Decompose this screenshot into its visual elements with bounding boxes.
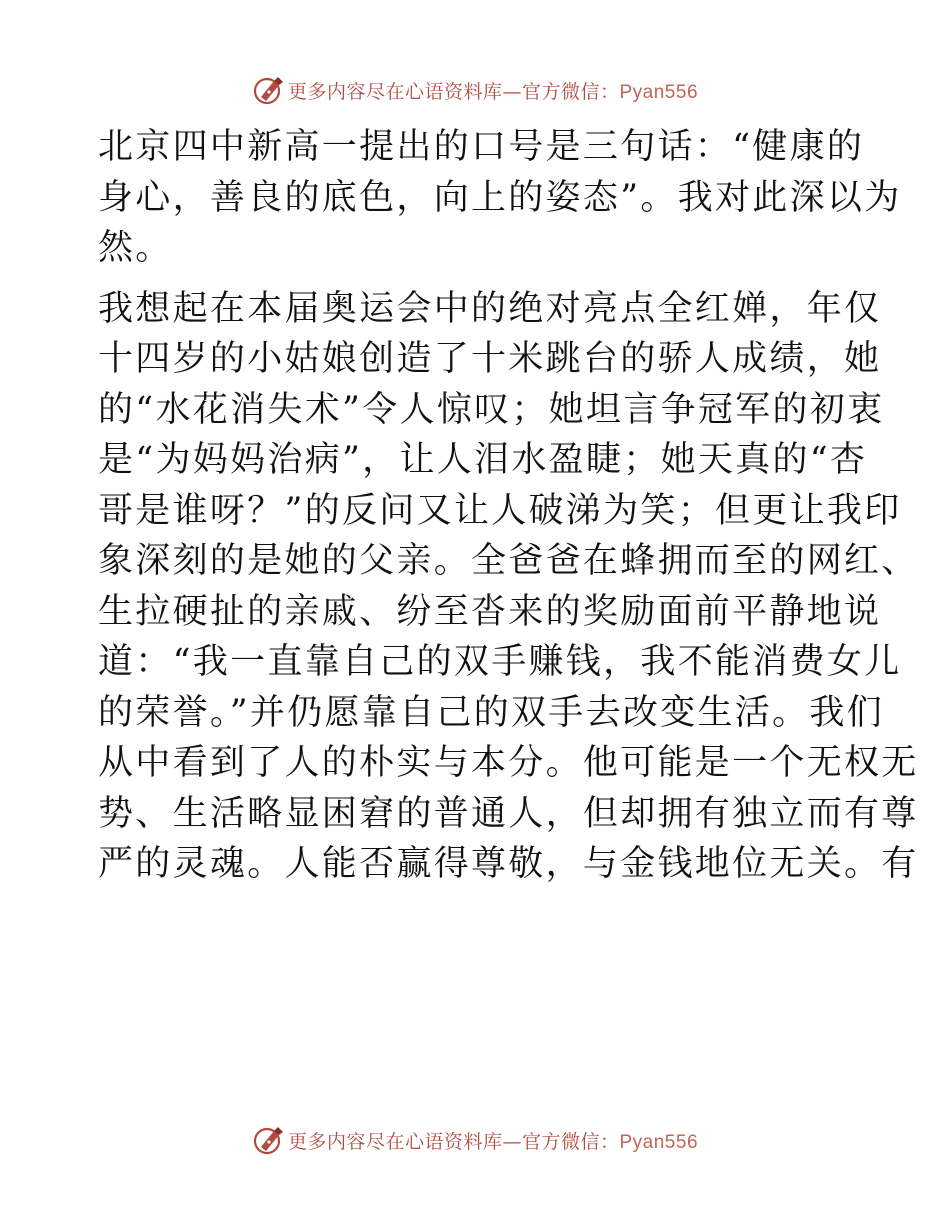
header-banner xyxy=(0,72,950,108)
paragraph-1 xyxy=(98,122,902,274)
text-line: 然。 xyxy=(98,228,173,268)
header-wechat-label: 官方微信： xyxy=(521,80,620,103)
text-line: 哥是谁呀？”的反问又让人破涕为笑；但更让我印 xyxy=(98,490,902,531)
footer-brand: 更多内容尽在心语资料库 xyxy=(287,1130,503,1153)
header-brand: 更多内容尽在心语资料库 xyxy=(287,80,503,103)
text-line: 从中看到了人的朴实与本分。他可能是一个无权无 xyxy=(98,743,919,783)
text-line: 生拉硬扯的亲戚、纷至沓来的奖励面前平静地说 xyxy=(98,591,882,632)
text-line: 道：“我一直靠自己的双手赚钱，我不能消费女儿 xyxy=(98,642,902,682)
footer-banner xyxy=(0,1122,950,1158)
header-wechat-id: Pyan556 xyxy=(619,81,699,103)
text-line: 象深刻的是她的父亲。全爸爸在蜂拥而至的网红、 xyxy=(98,541,919,581)
footer-wechat-id: Pyan556 xyxy=(619,1131,699,1153)
footer-separator: — xyxy=(502,1130,522,1153)
text-line: 严的灵魂。人能否赢得尊敬，与金钱地位无关。有 xyxy=(98,844,919,884)
text-line: 是“为妈妈治病”，让人泪水盈睫；她天真的“杏 xyxy=(98,440,868,480)
document-body xyxy=(98,122,919,900)
text-line: 北京四中新高一提出的口号是三句话：“健康的 xyxy=(98,127,865,167)
text-line: 十四岁的小姑娘创造了十米跳台的骄人成绩，她 xyxy=(98,339,882,379)
paragraph-2 xyxy=(98,284,919,890)
header-text xyxy=(288,77,698,104)
text-line: 势、生活略显困窘的普通人，但却拥有独立而有尊 xyxy=(98,793,919,834)
text-line: 身心，善良的底色，向上的姿态”。我对此深以为 xyxy=(98,177,902,218)
header-separator: — xyxy=(502,80,522,103)
footer-text xyxy=(288,1127,698,1154)
text-line: 的荣誉。”并仍愿靠自己的双手去改变生活。我们 xyxy=(98,692,884,733)
pen-nib-circle-icon xyxy=(252,1123,286,1157)
text-line: 我想起在本届奥运会中的绝对亮点全红婵，年仅 xyxy=(98,288,882,329)
pen-nib-circle-icon xyxy=(252,73,286,107)
footer-wechat-label: 官方微信： xyxy=(521,1130,620,1153)
text-line: 的“水花消失术”令人惊叹；她坦言争冠军的初衷 xyxy=(98,389,885,430)
